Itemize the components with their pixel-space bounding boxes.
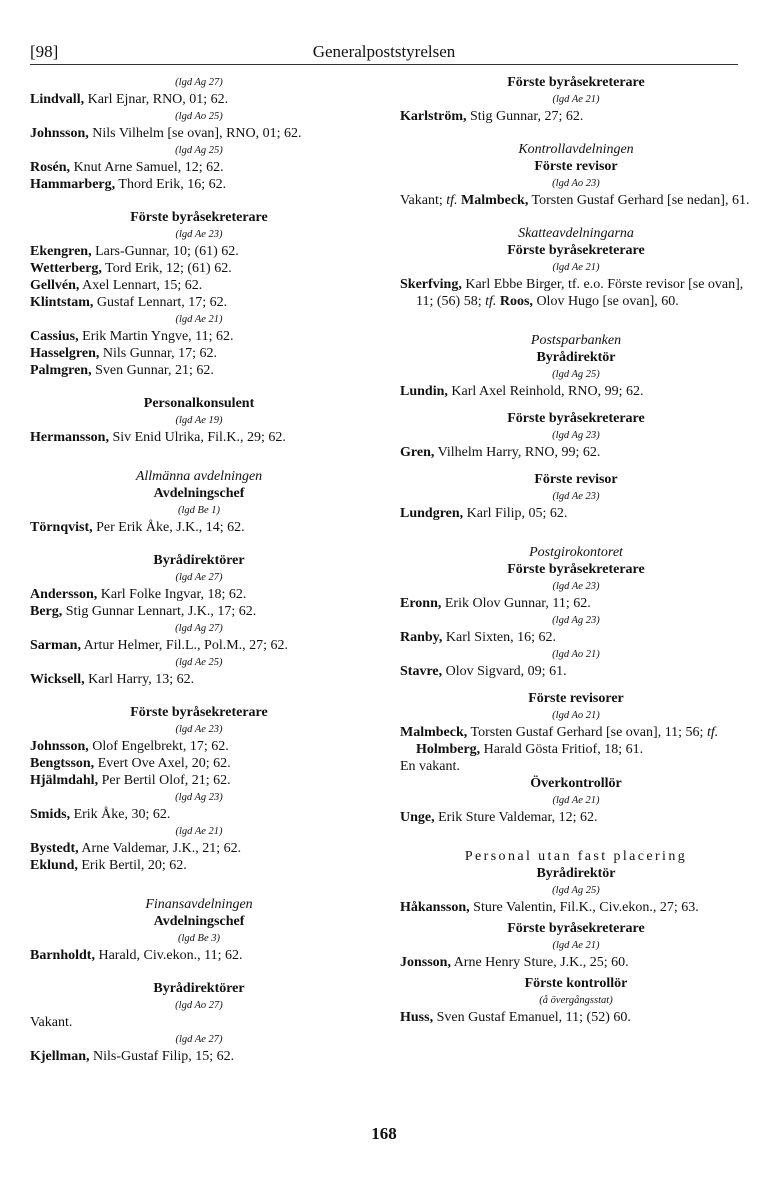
header-page-number: [98]	[30, 42, 59, 61]
entry	[400, 192, 752, 209]
entry-details: Karl Harry, 13; 62.	[84, 672, 195, 687]
entry-details: Torsten Gustaf Gerhard [se ovan], 11; 56;	[467, 725, 707, 740]
grade-note: (lgd Be 1)	[178, 505, 220, 516]
entry-surname: Hammarberg,	[30, 177, 116, 192]
section-heading: Byrådirektör	[536, 866, 616, 881]
grade-note: (lgd Be 3)	[178, 933, 220, 944]
entry-surname: Lindvall,	[30, 92, 85, 107]
section-heading: Byrådirektör	[536, 350, 616, 365]
entry-surname: Unge,	[400, 810, 435, 825]
department-heading: Postsparbanken	[530, 333, 622, 348]
entry-tf: tf.	[706, 725, 719, 740]
entry	[30, 91, 368, 108]
entry-surname: Bystedt,	[30, 841, 79, 856]
entry-details: Erik Bertil, 20; 62.	[77, 858, 187, 873]
entry	[400, 505, 752, 522]
grade-note: (lgd Ae 21)	[552, 262, 600, 273]
page-header	[30, 42, 738, 64]
entry-details: Erik Åke, 30; 62.	[70, 807, 171, 822]
entry-details: Olov Hugo [se ovan], 60.	[532, 294, 679, 309]
entry-details: Karl Filip, 05; 62.	[463, 506, 568, 521]
grade-note: (lgd Ae 21)	[552, 940, 600, 951]
entry-surname: Karlström,	[400, 109, 467, 124]
entry-details: Lars-Gunnar, 10; (61) 62.	[91, 244, 239, 259]
grade-note: (lgd Ae 23)	[175, 229, 223, 240]
entry-details: Karl Ejnar, RNO, 01; 62.	[84, 92, 229, 107]
grade-note: (lgd Ae 21)	[552, 94, 600, 105]
entry	[30, 362, 368, 379]
grade-note: (lgd Ag 23)	[175, 792, 223, 803]
entry-details: Harald, Civ.ekon., 11; 62.	[94, 948, 243, 963]
header-rule	[30, 64, 738, 65]
section-heading: Förste byråsekreterare	[130, 210, 268, 225]
section-heading: Förste byråsekreterare	[507, 562, 645, 577]
entry-details: Torsten Gustaf Gerhard [se nedan], 61.	[528, 193, 750, 208]
entry-surname: Wetterberg,	[30, 261, 102, 276]
entry	[30, 345, 368, 362]
entry	[30, 603, 368, 620]
entry	[400, 1009, 752, 1026]
section-heading: Förste byråsekreterare	[130, 705, 268, 720]
entry	[30, 772, 368, 789]
entry	[30, 125, 368, 142]
section-heading: Byrådirektörer	[153, 981, 245, 996]
entry-surname: Malmbeck,	[457, 193, 529, 208]
entry	[400, 108, 752, 125]
entry	[400, 276, 752, 310]
entry-surname: Kjellman,	[30, 1049, 90, 1064]
entry	[30, 294, 368, 311]
entry-details: Artur Helmer, Fil.L., Pol.M., 27; 62.	[80, 638, 289, 653]
grade-note: (lgd Ae 21)	[175, 314, 223, 325]
entry-surname: Holmberg,	[416, 742, 481, 757]
grade-note: (lgd Ao 21)	[552, 710, 600, 721]
entry-details: Nils Vilhelm [se ovan], RNO, 01; 62.	[88, 126, 302, 141]
right-column	[400, 74, 752, 1026]
entry	[400, 629, 752, 646]
entry-surname: Roos,	[496, 294, 533, 309]
entry	[30, 277, 368, 294]
page-footer-number: 168	[371, 1124, 397, 1143]
grade-note: (lgd Ae 21)	[552, 795, 600, 806]
grade-note: (lgd Ao 21)	[552, 649, 600, 660]
section-heading: Förste revisorer	[528, 691, 624, 706]
entry-tf: tf.	[485, 294, 497, 309]
entry-surname: Johnsson,	[30, 739, 89, 754]
entry-surname: Cassius,	[30, 329, 79, 344]
entry	[400, 663, 752, 680]
entry-surname: Gren,	[400, 445, 435, 460]
entry-details: Olov Sigvard, 09; 61.	[442, 664, 567, 679]
grade-note: (lgd Ag 27)	[175, 623, 223, 634]
section-heading: Förste byråsekreterare	[507, 243, 645, 258]
entry-details: Karl Ebbe Birger, tf. e.o. Förste revisor [se ovan], 11; (56) 58;	[416, 277, 744, 309]
entry-surname: Smids,	[30, 807, 71, 822]
section-heading: Förste byråsekreterare	[507, 921, 645, 936]
grade-note: (lgd Ae 21)	[175, 826, 223, 837]
grade-note: (lgd Ao 27)	[175, 1000, 223, 1011]
entry-details: Sven Gunnar, 21; 62.	[91, 363, 214, 378]
entry-details: Karl Axel Reinhold, RNO, 99; 62.	[447, 384, 644, 399]
section-heading: Avdelningschef	[153, 914, 245, 929]
grade-note: (å övergångsstat)	[539, 995, 613, 1006]
grade-note: (lgd Ag 23)	[552, 615, 600, 626]
grade-note: (lgd Ae 19)	[175, 415, 223, 426]
entry	[30, 159, 368, 176]
department-heading: Postgirokontoret	[529, 545, 623, 560]
entry-surname: Ranby,	[400, 630, 443, 645]
header-title: Generalpoststyrelsen	[312, 42, 456, 61]
entry-details: Erik Olov Gunnar, 11; 62.	[441, 596, 591, 611]
grade-note: (lgd Ae 25)	[175, 657, 223, 668]
entry	[30, 806, 368, 823]
entry-surname: Ekengren,	[30, 244, 92, 259]
entry	[400, 444, 752, 461]
department-heading: Finansavdelningen	[145, 897, 253, 912]
entry-surname: Eronn,	[400, 596, 442, 611]
entry	[400, 383, 752, 400]
section-heading: Byrådirektörer	[153, 553, 245, 568]
entry-surname: Hasselgren,	[30, 346, 100, 361]
entry-details: Gustaf Lennart, 17; 62.	[93, 295, 228, 310]
entry	[30, 947, 368, 964]
entry	[30, 671, 368, 688]
entry-details: Thord Erik, 16; 62.	[115, 177, 227, 192]
entry-surname: Skerfving,	[400, 277, 462, 292]
entry-surname: Gellvén,	[30, 278, 80, 293]
entry-surname: Rosén,	[30, 160, 71, 175]
entry-surname: Eklund,	[30, 858, 78, 873]
section-heading: Förste byråsekreterare	[507, 411, 645, 426]
entry-surname: Johnsson,	[30, 126, 89, 141]
entry-surname: Stavre,	[400, 664, 443, 679]
entry-surname: Lundgren,	[400, 506, 464, 521]
grade-note: (lgd Ae 23)	[552, 581, 600, 592]
entry-details: Karl Sixten, 16; 62.	[442, 630, 556, 645]
entry-details: Stig Gunnar Lennart, J.K., 17; 62.	[62, 604, 257, 619]
section-heading: Förste kontrollör	[524, 976, 628, 991]
entry-surname: Törnqvist,	[30, 520, 93, 535]
section-heading: Avdelningschef	[153, 486, 245, 501]
grade-note: (lgd Ag 25)	[175, 145, 223, 156]
entry-surname: Håkansson,	[400, 900, 470, 915]
grade-note: (lgd Ag 25)	[552, 885, 600, 896]
entry-surname: Jonsson,	[400, 955, 451, 970]
grade-note: (lgd Ao 25)	[175, 111, 223, 122]
entry	[30, 328, 368, 345]
entry	[400, 954, 752, 971]
entry-details: Arne Henry Sture, J.K., 25; 60.	[450, 955, 629, 970]
entry: Vakant.	[30, 1015, 73, 1030]
entry-surname: Bengtsson,	[30, 756, 95, 771]
section-heading: Förste revisor	[534, 159, 618, 174]
department-heading: Kontrollavdelningen	[518, 142, 634, 157]
entry	[30, 738, 368, 755]
entry	[400, 724, 752, 758]
entry-surname: Sarman,	[30, 638, 81, 653]
entry-details: Sture Valentin, Fil.K., Civ.ekon., 27; 63.	[469, 900, 699, 915]
entry: En vakant.	[400, 759, 460, 774]
entry	[30, 429, 368, 446]
department-heading: Allmänna avdelningen	[135, 469, 263, 484]
entry-details: Evert Ove Axel, 20; 62.	[94, 756, 231, 771]
entry-details: Stig Gunnar, 27; 62.	[466, 109, 584, 124]
entry	[30, 260, 368, 277]
entry-details: Erik Sture Valdemar, 12; 62.	[434, 810, 598, 825]
grade-note: (lgd Ag 27)	[175, 77, 223, 88]
entry-details: Vakant;	[400, 193, 447, 208]
entry	[30, 755, 368, 772]
entry-details: Arne Valdemar, J.K., 21; 62.	[78, 841, 242, 856]
entry-surname: Wicksell,	[30, 672, 85, 687]
grade-note: (lgd Ae 27)	[175, 1034, 223, 1045]
entry	[30, 1048, 368, 1065]
department-heading: Skatteavdelningarna	[518, 226, 634, 241]
entry	[400, 809, 752, 826]
entry-details: Karl Folke Ingvar, 18; 62.	[97, 587, 247, 602]
section-heading: Förste revisor	[534, 472, 618, 487]
entry-details: Erik Martin Yngve, 11; 62.	[78, 329, 234, 344]
grade-note: (lgd Ae 23)	[552, 491, 600, 502]
entry-tf: tf.	[446, 193, 458, 208]
entry	[30, 637, 368, 654]
entry-details: Tord Erik, 12; (61) 62.	[101, 261, 232, 276]
grade-note: (lgd Ag 25)	[552, 369, 600, 380]
entry-details: Per Bertil Olof, 21; 62.	[98, 773, 231, 788]
entry-surname: Andersson,	[30, 587, 98, 602]
entry	[30, 586, 368, 603]
entry-surname: Lundin,	[400, 384, 448, 399]
entry	[30, 519, 368, 536]
entry	[400, 899, 752, 916]
entry-details: Olof Engelbrekt, 17; 62.	[88, 739, 229, 754]
entry-details: Siv Enid Ulrika, Fil.K., 29; 62.	[108, 430, 286, 445]
section-heading: Förste byråsekreterare	[507, 75, 645, 90]
entry-details: Harald Gösta Fritiof, 18; 61.	[480, 742, 644, 757]
entry-details: Knut Arne Samuel, 12; 62.	[70, 160, 224, 175]
grade-note: (lgd Ao 23)	[552, 178, 600, 189]
entry-surname: Berg,	[30, 604, 63, 619]
entry-details: Per Erik Åke, J.K., 14; 62.	[92, 520, 245, 535]
entry-surname: Malmbeck,	[400, 725, 468, 740]
entry-details: Nils Gunnar, 17; 62.	[99, 346, 218, 361]
grade-note: (lgd Ag 23)	[552, 430, 600, 441]
entry-surname: Palmgren,	[30, 363, 92, 378]
entry	[30, 243, 368, 260]
entry	[400, 595, 752, 612]
entry	[30, 840, 368, 857]
entry-surname: Barnholdt,	[30, 948, 95, 963]
entry-details: Axel Lennart, 15; 62.	[79, 278, 203, 293]
entry-surname: Hjälmdahl,	[30, 773, 99, 788]
entry-surname: Hermansson,	[30, 430, 109, 445]
grade-note: (lgd Ae 27)	[175, 572, 223, 583]
entry-details: Vilhelm Harry, RNO, 99; 62.	[434, 445, 601, 460]
entry-surname: Huss,	[400, 1010, 434, 1025]
section-heading: Personalkonsulent	[143, 396, 255, 411]
entry-details: Nils-Gustaf Filip, 15; 62.	[89, 1049, 235, 1064]
section-heading: Överkontrollör	[530, 776, 622, 791]
entry	[30, 176, 368, 193]
department-heading: Personal utan fast placering	[464, 849, 688, 864]
left-column	[30, 74, 368, 1065]
entry-surname: Klintstam,	[30, 295, 94, 310]
grade-note: (lgd Ae 23)	[175, 724, 223, 735]
entry	[30, 857, 368, 874]
entry-details: Sven Gustaf Emanuel, 11; (52) 60.	[433, 1010, 631, 1025]
